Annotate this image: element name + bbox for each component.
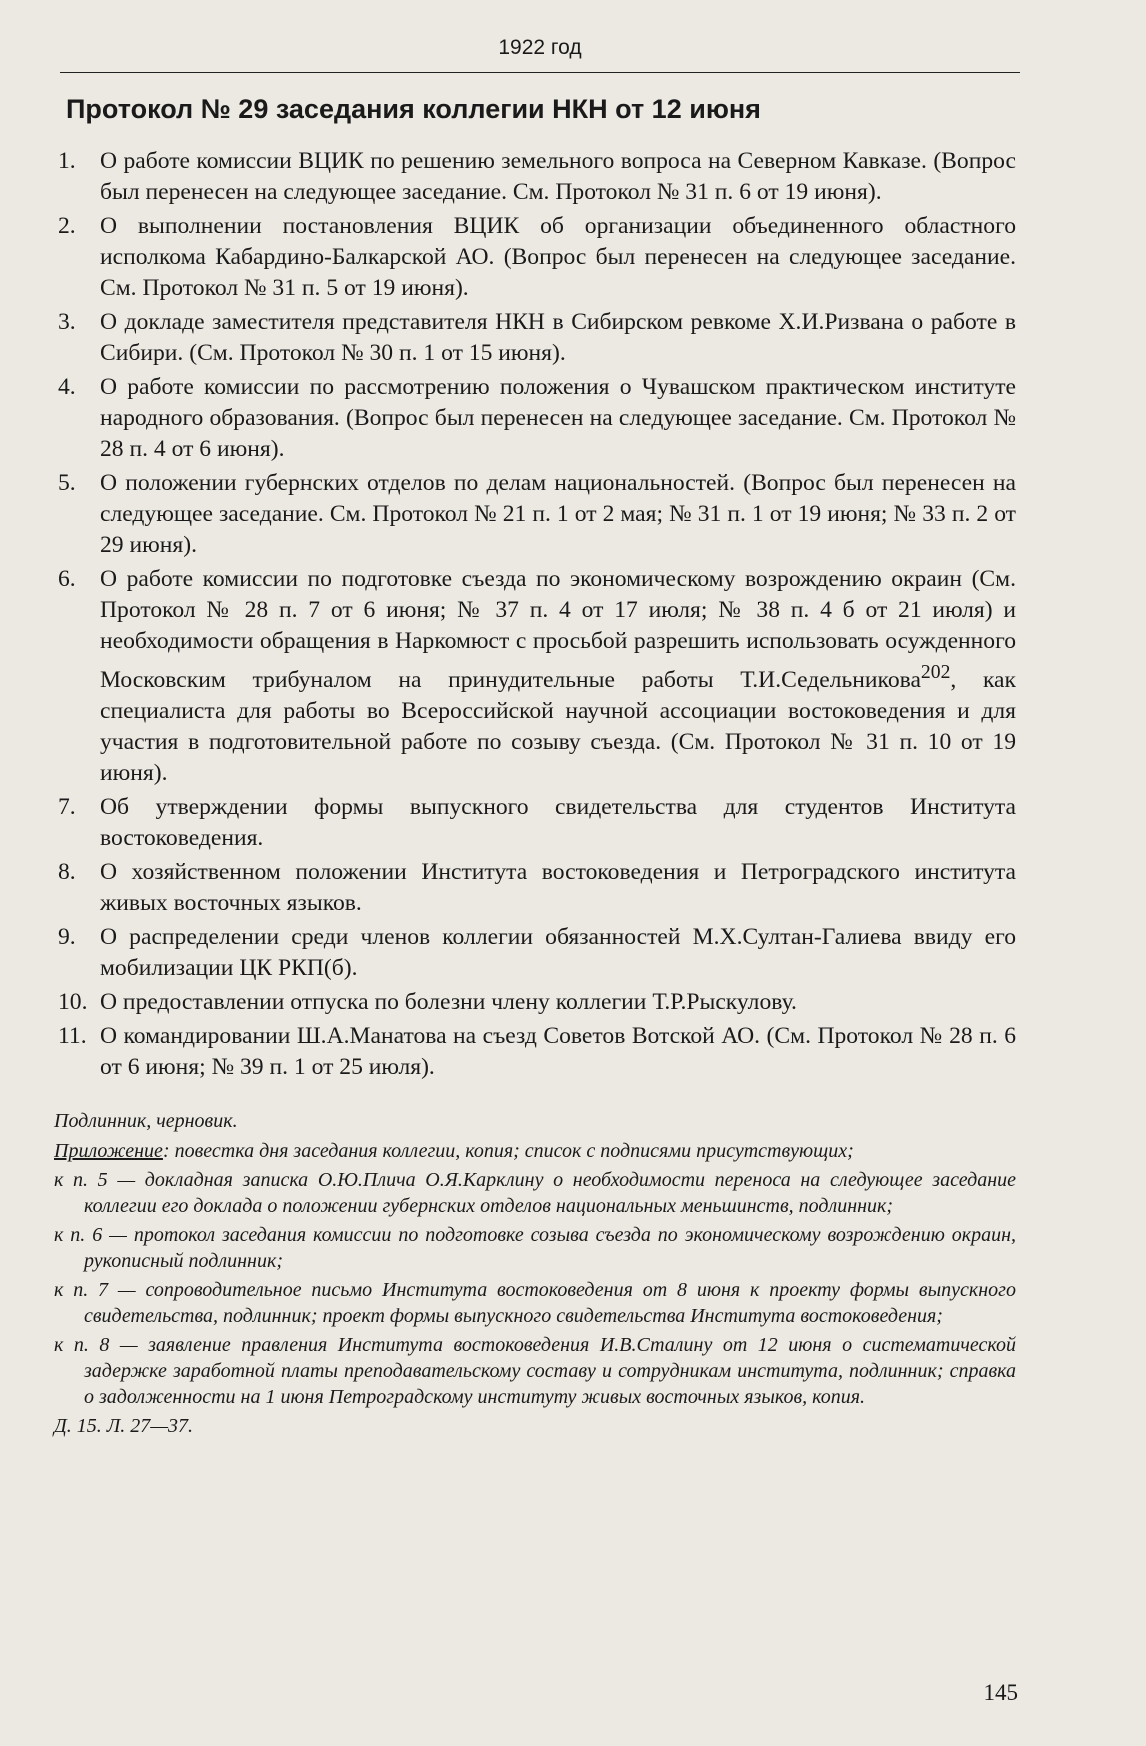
item-number: 1. [58, 148, 76, 174]
agenda-item [58, 857, 1016, 919]
item-text: О распределении среди членов коллегии обязанностей М.Х.Султан-Галиева ввиду его мобилизации ЦК РКП(б). [100, 923, 1016, 981]
agenda-item [58, 146, 1016, 208]
agenda-item [58, 922, 1016, 984]
item-text-before-footnote: О работе комиссии по подготовке съезда по экономическому возрождению окраин (См. Протокол № 28 п. 7 от 6 июня; № 37 п. 4 от 17 июля; № 38 п. 4 б от 21 июля) и необходимости обращения в Наркомюст с просьбой разрешить использовать осужденного Московским трибуналом на принудительные работы Т.И.Седельникова [100, 566, 1016, 693]
item-text: О выполнении постановления ВЦИК об организации объединенного областного исполкома Кабардино-Балкарской АО. (Вопрос был перенесен на следующее заседание. См. Протокол № 31 п. 5 от 19 июня). [100, 213, 1016, 301]
item-text: О хозяйственном положении Института востоковедения и Петроградского института живых восточных языков. [100, 858, 1016, 916]
attachment-note: к п. 5 — докладная записка О.Ю.Плича О.Я.Карклину о необходимости переноса на следующее заседание коллегии его доклада о положении губернских отделов национальных меньшинств, подлинник; [54, 1169, 1016, 1217]
item-number: 10. [58, 988, 88, 1015]
item-text-after-footnote: , как специалиста для работы во Всероссийской научной ассоциации востоковедения и для участия в подготовительной работе по созыву съезда. (См. Протокол № 31 п. 10 от 19 июня). [100, 666, 1016, 786]
agenda-item [58, 211, 1016, 304]
agenda-item [58, 372, 1016, 465]
item-number: 5. [58, 470, 76, 496]
item-number: 11. [58, 1022, 87, 1049]
item-text: О положении губернских отделов по делам национальностей. (Вопрос был перенесен на следующее заседание. См. Протокол № 21 п. 1 от 2 мая; № 31 п. 1 от 19 июня; № 33 п. 2 от 29 июня). [100, 470, 1016, 558]
attachment-note: к п. 6 — протокол заседания комиссии по подготовке созыва съезда по экономическому возрождению окраин, рукописный подлинник; [54, 1224, 1016, 1272]
running-head: 1922 год [498, 36, 582, 59]
attachment-note: к п. 8 — заявление правления Института востоковедения И.В.Сталину от 12 июня о систематической задержке заработной платы преподавательскому составу и сотрудникам института, подлинник; справка о задолженности на 1 июня Петроградскому институту живых восточных языков, копия. [54, 1334, 1016, 1408]
agenda-item [58, 987, 1016, 1018]
item-number: 4. [58, 374, 76, 400]
agenda-item [58, 564, 1016, 789]
protocol-title: Протокол № 29 заседания коллегии НКН от 12 июня [66, 94, 761, 124]
item-number: 7. [58, 793, 76, 820]
agenda-list [58, 146, 1016, 1086]
attachment-note: к п. 7 — сопроводительное письмо Института востоковедения от 8 июня к проекту формы выпускного свидетельства, подлинник; проект формы выпускного свидетельства Института востоковедения; [54, 1279, 1016, 1327]
agenda-item [58, 1021, 1016, 1083]
agenda-item [58, 307, 1016, 369]
item-text: О предоставлении отпуска по болезни члену коллегии Т.Р.Рыскулову. [100, 988, 797, 1015]
header-rule [60, 72, 1020, 73]
appendix-note [54, 1138, 1016, 1164]
item-number: 6. [58, 566, 76, 592]
archive-reference: Д. 15. Л. 27—37. [54, 1415, 194, 1437]
item-number: 3. [58, 309, 76, 335]
page-number: 145 [983, 1680, 1018, 1705]
item-number: 9. [58, 923, 76, 950]
item-text: О работе комиссии ВЦИК по решению земельного вопроса на Северном Кавказе. (Вопрос был перенесен на следующее заседание. См. Протокол № 31 п. 6 от 19 июня). [100, 148, 1016, 205]
footnote-ref: 202 [920, 661, 951, 683]
item-text: О работе комиссии по рассмотрению положения о Чувашском практическом институте народного образования. (Вопрос был перенесен на следующее заседание. См. Протокол № 28 п. 4 от 6 июня). [100, 374, 1016, 462]
appendix-text: : повестка дня заседания коллегии, копия; список с подписями присутствующих; [162, 1140, 854, 1162]
archival-notes [54, 1108, 1016, 1443]
item-text: О докладе заместителя представителя НКН в Сибирском ревкоме Х.И.Ризвана о работе в Сибири. (См. Протокол № 30 п. 1 от 15 июня). [100, 309, 1016, 366]
item-number: 8. [58, 858, 76, 885]
source-note: Подлинник, черновик. [54, 1110, 238, 1132]
agenda-item [58, 792, 1016, 854]
item-number: 2. [58, 213, 76, 239]
item-text: Об утверждении формы выпускного свидетельства для студентов Института востоковедения. [100, 793, 1016, 851]
item-text: О командировании Ш.А.Манатова на съезд Советов Вотской АО. (См. Протокол № 28 п. 6 от 6 июня; № 39 п. 1 от 25 июля). [100, 1022, 1016, 1080]
appendix-label: Приложение [54, 1140, 163, 1162]
agenda-item [58, 468, 1016, 561]
